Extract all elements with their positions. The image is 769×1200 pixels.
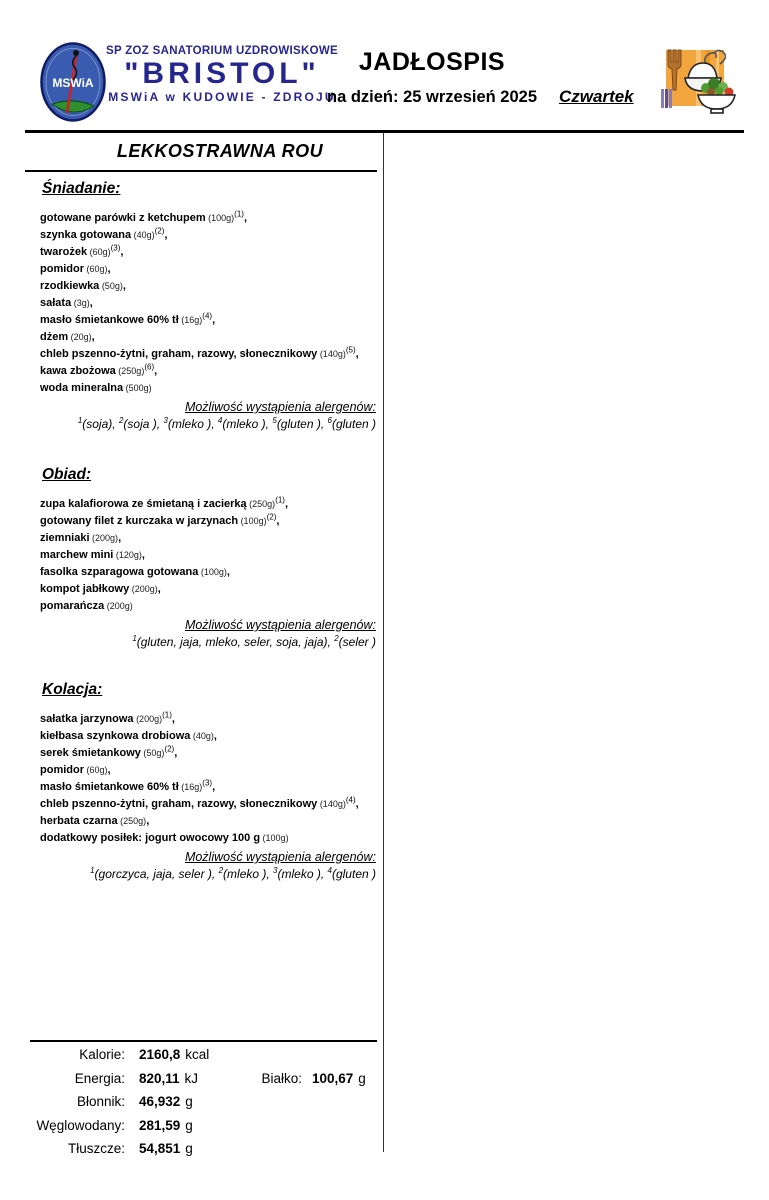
logo-sub-line: MSWiA w KUDOWIE - ZDROJU bbox=[108, 90, 336, 104]
meal-section bbox=[40, 466, 376, 650]
allergens-title: Możliwość wystąpienia alergenów: bbox=[184, 400, 376, 414]
meal-title: Kolacja: bbox=[42, 681, 103, 698]
menu-item: masło śmietankowe 60% tł $(16g)^{(4)}$, bbox=[40, 311, 216, 326]
menu-item: kompot jabłkowy (200g), bbox=[40, 583, 161, 595]
menu-item: dodatkowy posiłek: jogurt owocowy 100 g (100g) bbox=[40, 832, 289, 844]
day-label: Czwartek bbox=[559, 87, 634, 106]
menu-item: rzodkiewka (50g), bbox=[40, 280, 126, 292]
nutrition-row: Węglowodany: 281,59 g bbox=[36, 1117, 193, 1133]
menu-item: fasolka szparagowa gotowana (100g), bbox=[40, 566, 230, 578]
allergens-block bbox=[40, 618, 376, 650]
date-line: na dzień: 25 wrzesień 2025 bbox=[326, 88, 537, 106]
nutrition-summary bbox=[30, 1040, 377, 1165]
mswia-emblem-icon bbox=[40, 42, 106, 127]
menu-item: ziemniaki (200g), bbox=[40, 532, 122, 544]
allergens-title: Możliwość wystąpienia alergenów: bbox=[184, 850, 376, 864]
nutrition-rows bbox=[30, 1047, 377, 1165]
menu-item: pomidor (60g), bbox=[40, 764, 111, 776]
page-title: JADŁOSPIS bbox=[358, 48, 506, 76]
logo-name: "BRISTOL" bbox=[124, 57, 320, 90]
menu-item: sałatka jarzynowa $(200g)^{(1)}$, bbox=[40, 710, 175, 725]
menu-item: woda mineralna (500g) bbox=[40, 382, 152, 394]
diet-title: LEKKOSTRAWNA ROU bbox=[116, 141, 324, 161]
food-clipart-icon bbox=[656, 44, 740, 125]
emblem-text: MSWiA bbox=[52, 76, 94, 90]
meal-title: Śniadanie: bbox=[42, 180, 121, 197]
org-line: SP ZOZ SANATORIUM UZDROWISKOWE bbox=[106, 45, 338, 57]
menu-item: pomidor (60g), bbox=[40, 263, 111, 275]
menu-item: szynka gotowana $(40g)^{(2)}$, bbox=[40, 226, 168, 241]
menu-item: twarożek $(60g)^{(3)}$, bbox=[40, 243, 124, 258]
menu-item: dżem (20g), bbox=[40, 331, 95, 343]
menu-item: sałata (3g), bbox=[40, 297, 93, 309]
allergens-block bbox=[40, 850, 376, 882]
allergens-block bbox=[40, 400, 376, 432]
menu-item: pomarańcza (200g) bbox=[40, 600, 133, 612]
menu-item: zupa kalafiorowa ze śmietaną i zacierką $(250g)^{(1)}$, bbox=[40, 495, 289, 510]
allergens-list: $^1$(gorczyca, jaja, seler ), $^2$(mleko ), $^3$(mleko ), $^4$(gluten ) bbox=[90, 866, 376, 881]
menu-item: kawa zbożowa $(250g)^{(6)}$, bbox=[40, 362, 158, 377]
menu-item: herbata czarna (250g), bbox=[40, 815, 150, 827]
title-block bbox=[322, 48, 542, 107]
meal-title: Obiad: bbox=[42, 466, 92, 483]
menu-item: marchew mini (120g), bbox=[40, 549, 145, 561]
nutrition-row: Tłuszcze: 54,851 g bbox=[67, 1141, 193, 1156]
nutrition-row: Kalorie: 2160,8 kcal bbox=[79, 1047, 210, 1062]
meal-items bbox=[40, 210, 376, 397]
nutrition-row: Energia: 820,11 kJ Białko: 100,67 g bbox=[74, 1070, 366, 1086]
header-rule bbox=[25, 130, 744, 133]
nutrition-row: Błonnik: 46,932 g bbox=[76, 1094, 193, 1109]
meal-section bbox=[40, 180, 376, 432]
meal-items bbox=[40, 496, 376, 615]
menu-item: serek śmietankowy $(50g)^{(2)}$, bbox=[40, 744, 178, 759]
menu-item: chleb pszenno-żytni, graham, razowy, słonecznikowy $(140g)^{(5)}$, bbox=[40, 345, 359, 360]
allergens-list: $^1$(soja), $^2$(soja ), $^3$(mleko ), $^4$(mleko ), $^5$(gluten ), $^6$(gluten ) bbox=[77, 416, 376, 431]
nutrition-extra: Białko: 100,67 g bbox=[261, 1070, 366, 1086]
allergens-list: $^1$(gluten, jaja, mleko, seler, soja, jaja), $^2$(seler ) bbox=[132, 634, 376, 649]
allergens-title: Możliwość wystąpienia alergenów: bbox=[184, 618, 376, 632]
diet-title-rule bbox=[25, 170, 377, 172]
menu-item: gotowane parówki z ketchupem $(100g)^{(1)}$, bbox=[40, 209, 248, 224]
meal-section bbox=[40, 681, 376, 882]
menu-item: gotowany filet z kurczaka w jarzynach $(100g)^{(2)}$, bbox=[40, 512, 280, 527]
column-divider bbox=[383, 133, 384, 1152]
nutrition-rule bbox=[30, 1040, 377, 1042]
menu-item: masło śmietankowe 60% tł $(16g)^{(3)}$, bbox=[40, 778, 216, 793]
menu-item: kiełbasa szynkowa drobiowa (40g), bbox=[40, 730, 217, 742]
menu-item: chleb pszenno-żytni, graham, razowy, słonecznikowy $(140g)^{(4)}$, bbox=[40, 795, 359, 810]
logo-text-block bbox=[104, 45, 340, 104]
meal-items bbox=[40, 711, 376, 847]
